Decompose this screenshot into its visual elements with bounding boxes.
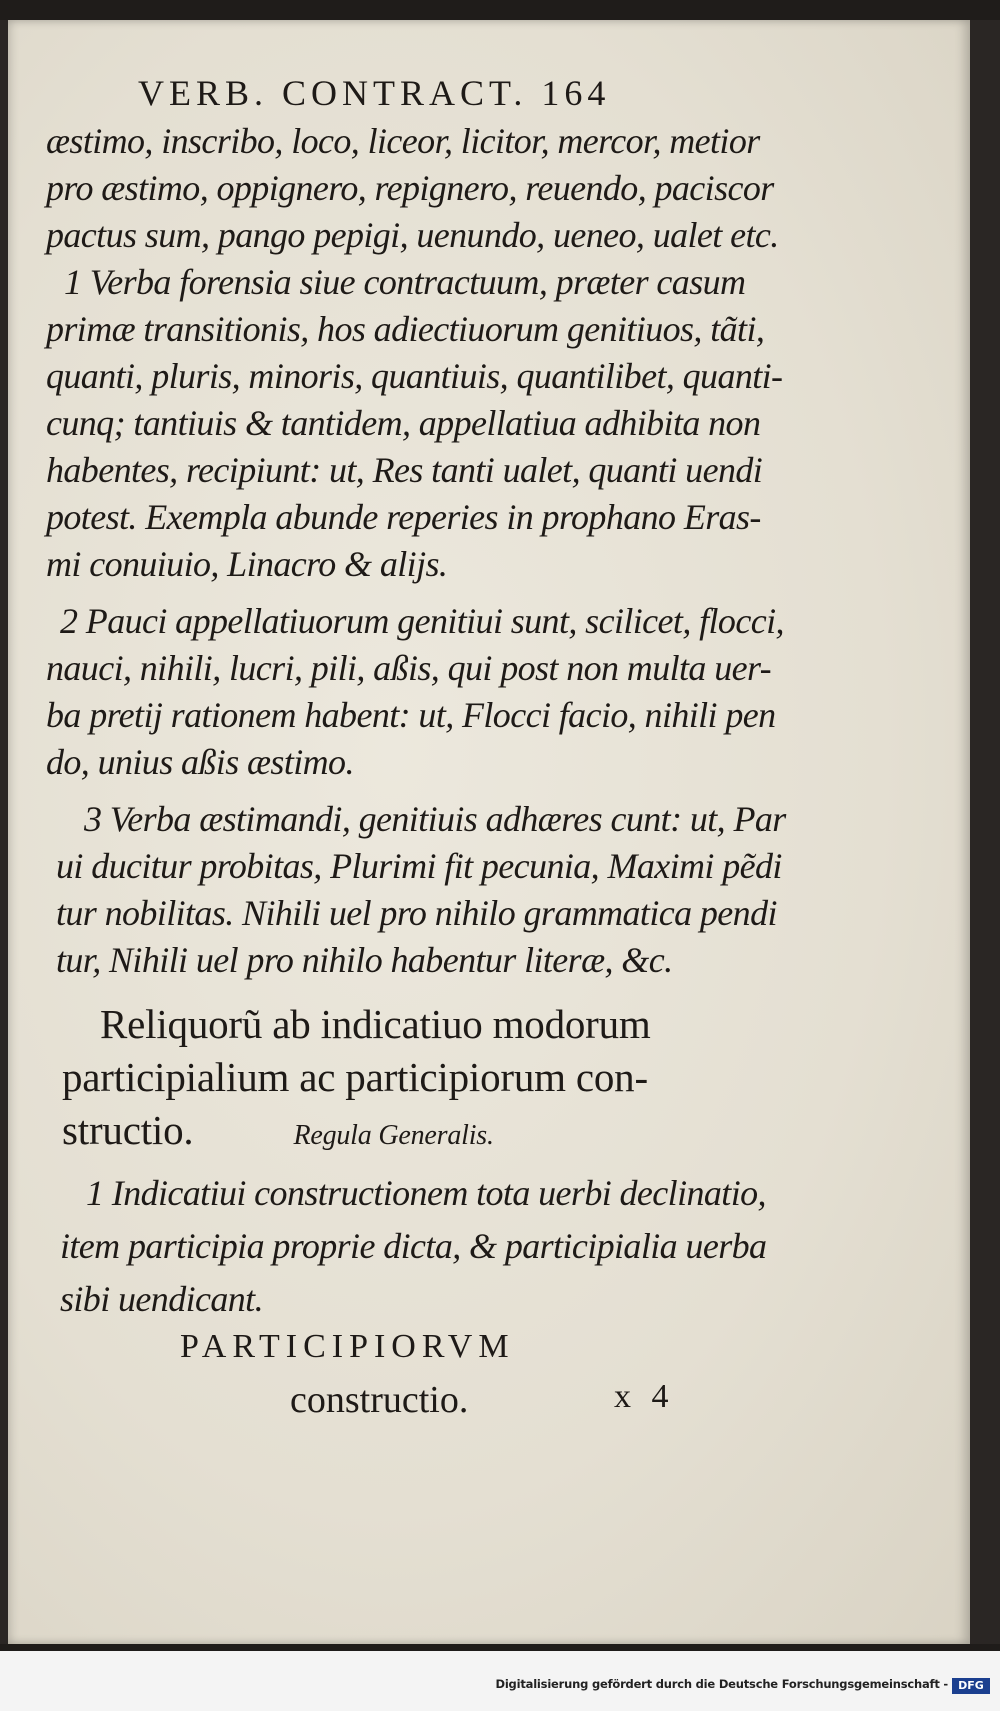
text-line: potest. Exempla abunde reperies in prophano Eras- — [46, 497, 761, 537]
regula-label: Regula Generalis. — [293, 1120, 494, 1151]
text-line: tur, Nihili uel pro nihilo habentur literæ, &c. — [56, 940, 673, 980]
text-line: habentes, recipiunt: ut, Res tanti ualet, quanti uendi — [46, 450, 763, 490]
signature-mark: x 4 — [614, 1378, 675, 1415]
text-line: pro æstimo, oppignero, repignero, reuendo, paciscor — [46, 168, 774, 208]
section-heading-line2: participialium ac participiorum con- — [62, 1054, 648, 1100]
text-line: 1 Indicatiui constructionem tota uerbi declinatio, — [86, 1173, 766, 1213]
text-line: primæ transitionis, hos adiectiuorum genitiuos, tãti, — [46, 309, 765, 349]
text-line: 2 Pauci appellatiuorum genitiui sunt, scilicet, flocci, — [60, 601, 784, 641]
catchword-line2: constructio. — [290, 1379, 469, 1421]
text-line: pactus sum, pango pepigi, uenundo, ueneo, ualet etc. — [46, 215, 779, 255]
text-line: quanti, pluris, minoris, quantiuis, quantilibet, quanti- — [46, 356, 783, 396]
text-line: tur nobilitas. Nihili uel pro nihilo grammatica pendi — [56, 893, 777, 933]
text-line: mi conuiuio, Linacro & alijs. — [46, 544, 448, 584]
book-edge-right — [970, 20, 1000, 1644]
section-heading-structio: structio. — [62, 1107, 194, 1153]
text-line: ba pretij rationem habent: ut, Flocci facio, nihili pen — [46, 695, 776, 735]
section-heading-line3 — [62, 1106, 494, 1154]
text-line: æstimo, inscribo, loco, liceor, licitor, mercor, metior — [46, 121, 760, 161]
text-line: sibi uendicant. — [60, 1279, 263, 1319]
text-line: cunq; tantiuis & tantidem, appellatiua adhibita non — [46, 403, 761, 443]
text-line: item participia proprie dicta, & participialia uerba — [60, 1226, 767, 1266]
digitization-footer — [0, 1651, 1000, 1711]
running-head: VERB. CONTRACT. 164 — [138, 73, 611, 113]
catchword-line1: PARTICIPIORVM — [180, 1328, 515, 1365]
section-heading-line1: Reliquorũ ab indicatiuo modorum — [100, 1001, 651, 1047]
text-line: nauci, nihili, lucri, pili, aßis, qui post non multa uer- — [46, 648, 772, 688]
text-line: 1 Verba forensia siue contractuum, præter casum — [64, 262, 746, 302]
text-line: 3 Verba æstimandi, genitiuis adhæres cunt: ut, Par — [84, 799, 786, 839]
dfg-logo: DFG — [952, 1678, 990, 1694]
text-line: do, unius aßis æstimo. — [46, 742, 354, 782]
funding-credit: Digitalisierung gefördert durch die Deutsche Forschungsgemeinschaft - — [495, 1677, 948, 1691]
text-line: ui ducitur probitas, Plurimi fit pecunia, Maximi pẽdi — [56, 846, 782, 886]
